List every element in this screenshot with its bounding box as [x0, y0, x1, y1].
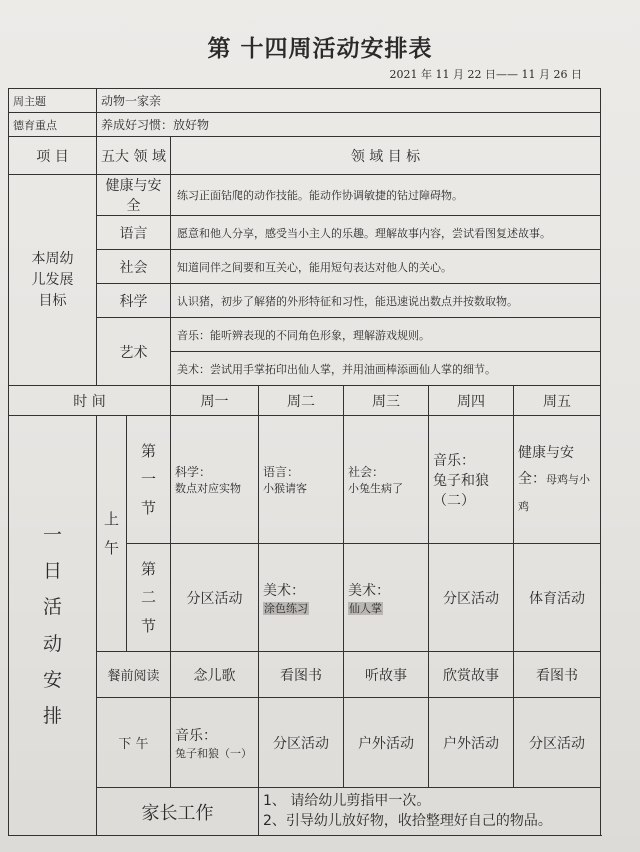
parent-work-label: 家长工作 — [97, 788, 259, 836]
col-domain-header: 五大 领 域 — [97, 137, 171, 175]
domain-cell: 科学 — [97, 284, 171, 318]
parent-work-row — [9, 788, 601, 836]
reading-cell: 念儿歌 — [171, 652, 259, 698]
session1-cell — [429, 416, 514, 544]
session1-row — [9, 416, 601, 544]
theme-value: 动物一家亲 — [97, 89, 601, 113]
domain-cell: 健康与安全 — [97, 175, 171, 216]
time-header-row — [9, 386, 601, 416]
session2-label: 第二节 — [127, 544, 171, 652]
daily-activity-label: 一日活动安排 — [9, 416, 97, 836]
afternoon-label: 下 午 — [97, 698, 171, 788]
day-header: 周二 — [259, 386, 344, 416]
afternoon-cell — [171, 698, 259, 788]
activity-name: 分区活动 — [186, 590, 243, 607]
activity-name: 仙人掌 — [349, 601, 382, 615]
goal-row — [9, 175, 601, 216]
session1-label: 第一节 — [127, 416, 171, 544]
activity-name: 兔子和狼（二） — [433, 472, 489, 509]
parent-work-item: 2、引导幼儿放好物，收拾整理好自己的物品。 — [263, 812, 552, 829]
goal-row — [9, 318, 601, 352]
session2-cell — [171, 544, 259, 652]
col-item-header: 项 目 — [9, 137, 97, 175]
goal-cell: 知道同伴之间要和互关心，能用短句表达对他人的关心。 — [171, 250, 601, 284]
parent-work-content — [259, 788, 601, 836]
session1-cell — [514, 416, 601, 544]
domain-cell: 艺术 — [97, 318, 171, 386]
time-label: 时 间 — [9, 386, 171, 416]
afternoon-cell: 户外活动 — [429, 698, 514, 788]
goals-header-row — [9, 137, 601, 175]
afternoon-cell: 分区活动 — [514, 698, 601, 788]
activity-subject: 美术： — [348, 582, 390, 599]
activity-subject: 科学： — [175, 465, 212, 479]
day-header: 周一 — [171, 386, 259, 416]
session2-cell — [429, 544, 514, 652]
activity-subject: 美术： — [263, 582, 305, 599]
goal-row — [9, 250, 601, 284]
activity-name: 分区活动 — [443, 590, 499, 607]
afternoon-cell: 分区活动 — [259, 698, 344, 788]
reading-label: 餐前阅读 — [97, 652, 171, 698]
session1-cell — [259, 416, 344, 544]
session1-cell — [171, 416, 259, 544]
activity-name: 涂色练习 — [264, 601, 308, 615]
parent-work-item: 1、 请给幼儿剪指甲一次。 — [263, 792, 431, 809]
day-header: 周四 — [429, 386, 514, 416]
afternoon-row — [9, 698, 601, 788]
activity-name: 母鸡与小鸡 — [518, 473, 590, 513]
moral-label: 德育重点 — [9, 113, 97, 137]
domain-cell: 语言 — [97, 216, 171, 250]
goal-cell: 美术：尝试用手掌拓印出仙人掌，并用油画棒添画仙人掌的细节。 — [171, 352, 601, 386]
session2-cell — [259, 544, 344, 652]
reading-cell: 看图书 — [259, 652, 344, 698]
domain-cell: 社会 — [97, 250, 171, 284]
activity-subject: 社会： — [348, 465, 385, 479]
goal-cell: 愿意和他人分享，感受当小主人的乐趣。理解故事内容，尝试看图复述故事。 — [171, 216, 601, 250]
goal-cell: 练习正面钻爬的动作技能。能动作协调敏捷的钻过障碍物。 — [171, 175, 601, 216]
moral-value: 养成好习惯：放好物 — [97, 113, 601, 137]
activity-name: 小兔生病了 — [348, 482, 403, 495]
session1-cell — [344, 416, 429, 544]
activity-name: 兔子和狼（一） — [175, 746, 252, 760]
session2-cell — [514, 544, 601, 652]
activity-subject: 音乐： — [433, 452, 475, 469]
activity-name: 数点对应实物 — [175, 482, 241, 495]
reading-cell: 欣赏故事 — [429, 652, 514, 698]
theme-label: 周主题 — [9, 89, 97, 113]
moral-row — [9, 113, 601, 137]
page-title: 第 十四周活动安排表 — [207, 36, 433, 62]
col-goal-header: 领 域 目 标 — [171, 137, 601, 175]
session2-cell — [344, 544, 429, 652]
date-range: 2021 年 11 月 22 日—— 11 月 26 日 — [389, 68, 582, 81]
activity-name: 体育活动 — [529, 590, 585, 607]
day-header: 周三 — [344, 386, 429, 416]
reading-cell: 听故事 — [344, 652, 429, 698]
activity-name: 小猴请客 — [263, 482, 307, 495]
afternoon-cell: 户外活动 — [344, 698, 429, 788]
theme-row — [9, 89, 601, 113]
activity-subject: 健康与安全： — [518, 444, 574, 488]
reading-cell: 看图书 — [514, 652, 601, 698]
goal-cell: 认识猪，初步了解猪的外形特征和习性，能迅速说出数点并按数取物。 — [171, 284, 601, 318]
reading-row — [9, 652, 601, 698]
weekly-goals-label: 本周幼儿发展目标 — [9, 175, 97, 386]
goal-cell: 音乐：能听辨表现的不同角色形象，理解游戏规则。 — [171, 318, 601, 352]
goal-row — [9, 284, 601, 318]
morning-label: 上午 — [97, 416, 127, 652]
day-header: 周五 — [514, 386, 601, 416]
activity-subject: 语言： — [263, 465, 300, 479]
schedule-table — [8, 88, 601, 836]
activity-subject: 音乐： — [175, 727, 217, 744]
goal-row — [9, 216, 601, 250]
